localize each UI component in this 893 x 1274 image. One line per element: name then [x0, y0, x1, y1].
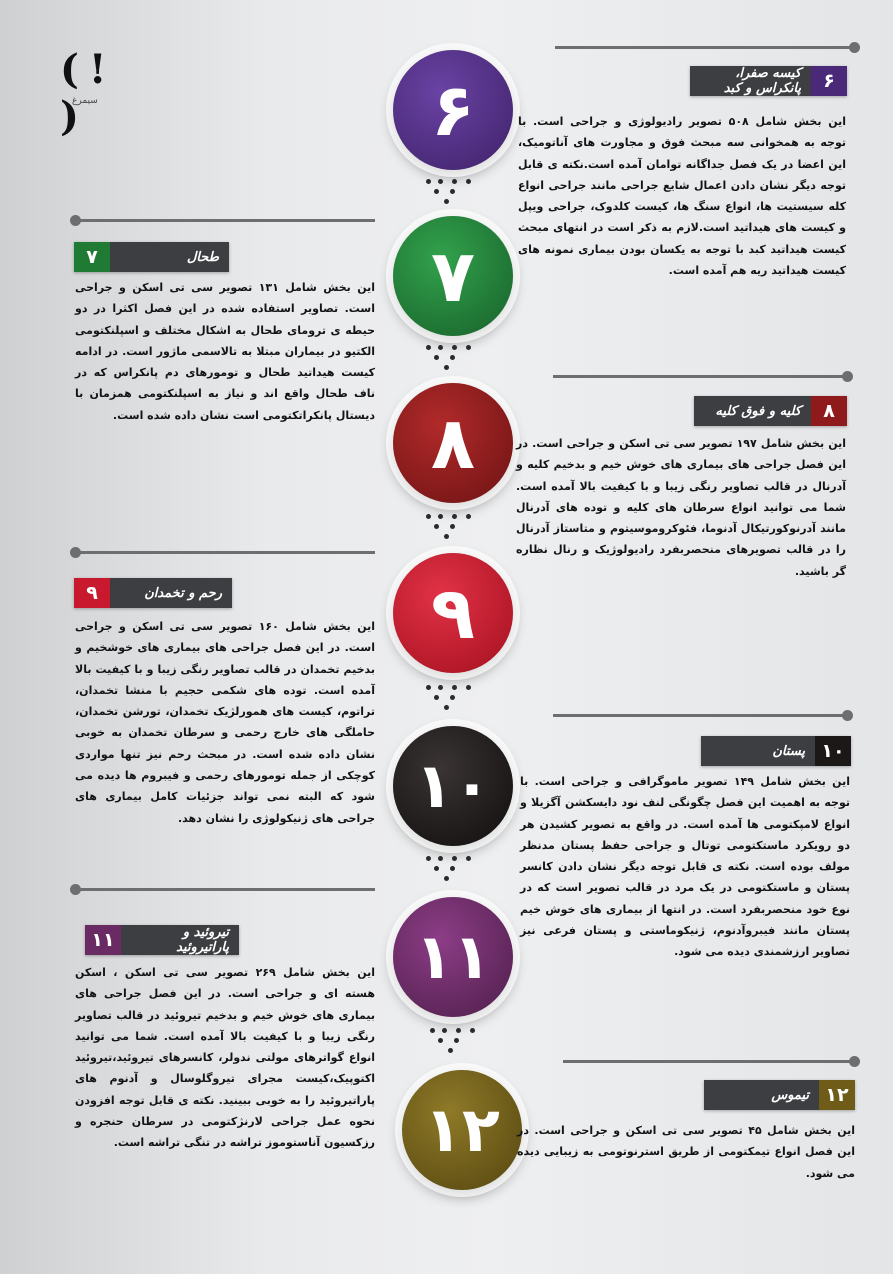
- chapter-6-description: این بخش شامل ۵۰۸ تصویر رادیولوژی و جراحی است. با توجه به همخوانی سه مبحث فوق و مجاورت های آناتومیک، این اعضا در یک فصل جداگانه توامان آمده است.نکته ی قابل توجه دیگر نشان دادن اعمال شایع جراحی مانند جراحی انواع کله سیستیت ها، انواع سنگ ها، کیست کلدوک، جراحی ویپل و کیست های هیداتید است.لازم به ذکر است در انتهای مبحث کیست هیداتید کبد با توجه به یکسان بودن بیماری نمونه های کیست هیداتید ریه هم آمده است.: [518, 115, 846, 278]
- chapter-8-description: این بخش شامل ۱۹۷ تصویر سی تی اسکن و جراحی است. در این فصل جراحی های بیماری های خوش خیم و بدخیم کلیه و آدرنال در قالب تصاویر رنگی زیبا و با کیفیت بالا آمده است. شما می توانید انواع سرطان های کلیه و توده های آدرنال مانند آدرنوکورتیکال آدنوما، فئوکروموسیتوم و متاستاز آدرنال را در قالب تصویرهای منحصربفرد رادیولوژیک و رنال نظاره گر باشید.: [516, 437, 847, 578]
- connector-dots: [424, 343, 484, 373]
- chapter-9-banner-number: ۹: [74, 578, 110, 608]
- divider-rule: [75, 219, 375, 222]
- chapter-10-title: پستان: [772, 743, 805, 759]
- chapter-6-banner-number: ۶: [811, 66, 847, 96]
- chapter-12-description: این بخش شامل ۴۵ تصویر سی تی اسکن و جراحی است. در این فصل انواع تیمکتومی از طریق استرنوتومی به زیبایی دیده می شود.: [517, 1124, 855, 1180]
- chapter-10-number-circle: ۱۰: [393, 726, 513, 846]
- divider-rule: [563, 1060, 855, 1063]
- chapter-7-banner-number: ۷: [74, 242, 110, 272]
- chapter-10-banner-number: ۱۰: [815, 736, 851, 766]
- chapter-6-banner: [690, 66, 847, 96]
- logo-label: سیمرغ: [72, 96, 98, 106]
- divider-rule: [555, 46, 855, 49]
- chapter-8-banner: [694, 396, 847, 426]
- chapter-11-banner-number: ۱۱: [85, 925, 121, 955]
- chapter-11-banner: [85, 925, 239, 955]
- chapter-8-title: کلیه و فوق کلیه: [715, 403, 801, 419]
- connector-dots: [428, 1026, 488, 1056]
- chapter-10-description: این بخش شامل ۱۴۹ تصویر ماموگرافی و جراحی است. با توجه به اهمیت این فصل چگونگی لنف نود دایسکشن آگزیلا و انواع لامپکتومی ها آمده است. در واقع به تصویر کشیدن هر دو رویکرد ماستکتومی توتال و جراحی حفظ پستان مدنظر مولف بوده است. نکته ی قابل توجه دیگر نشان دادن کانسر پستان و ماستکتومی در یک مرد در قالب تصویر است که در نوع خود منحصربفرد است. در انتها از بیماری های خوش خیم پستان مانند فیبروآدنوم، ژنیکوماستی و پستان فرعی نیز تصاویر ارزشمندی دیده می شود.: [520, 775, 850, 959]
- divider-rule: [75, 888, 375, 891]
- chapter-7-number-circle: ۷: [393, 216, 513, 336]
- chapter-7-banner: [74, 242, 229, 272]
- connector-dots: [424, 512, 484, 542]
- chapter-6-title: کیسه صفرا، پانکراس و کبد: [723, 66, 801, 96]
- chapter-9-banner: [74, 578, 232, 608]
- chapter-9-title: رحم و تخمدان: [144, 585, 222, 601]
- chapter-7-description: این بخش شامل ۱۳۱ تصویر سی تی اسکن و جراحی است. تصاویر استفاده شده در این فصل اکثرا در دو حیطه ی ترومای طحال به اشکال مختلف و اسپلنکتومی الکتیو در بیماران مبتلا به تالاسمی ماژور است. در ادامه کیست هیداتید طحال و تومورهای دم پانکراس که در ناف طحال واقع اند و نیاز به اسپلنکتومی همزمان با دیستال پانکراتکتومی است نشان داده شده است.: [75, 281, 375, 422]
- publisher-logo: [60, 40, 120, 140]
- chapter-12-banner-number: ۱۲: [819, 1080, 855, 1110]
- chapter-11-number-circle: ۱۱: [393, 897, 513, 1017]
- chapter-12-title: تیموس: [771, 1087, 809, 1103]
- chapter-9-number-circle: ۹: [393, 553, 513, 673]
- chapter-12-banner: [704, 1080, 855, 1110]
- chapter-12-number-circle: ۱۲: [402, 1070, 522, 1190]
- divider-rule: [553, 714, 848, 717]
- connector-dots: [424, 854, 484, 884]
- chapter-10-banner: [701, 736, 851, 766]
- connector-dots: [424, 177, 484, 207]
- chapter-6-number-circle: ۶: [393, 50, 513, 170]
- chapter-11-description: این بخش شامل ۲۶۹ تصویر سی تی اسکن ، اسکن هسته ای و جراحی است. در این فصل جراحی های بیماری های خوش خیم و بدخیم تیروئید در قالب تصاویر رنگی زیبا و با کیفیت بالا آمده است. شما می توانید انواع گواترهای مولتی ندولر، کانسرهای تیروئید،تیروئید اکتوپیک،کیست مجرای تیروگلوسال و آدنوم های پاراتیروئید را به خوبی ببینید. نکته ی قابل توجه افزودن نحوه عمل جراحی لارنژکتومی در سرطان حنجره و رزکسیون آناستوموز تراشه در تنگی تراشه است.: [75, 966, 375, 1150]
- divider-rule: [75, 551, 375, 554]
- chapter-8-banner-number: ۸: [811, 396, 847, 426]
- connector-dots: [424, 683, 484, 713]
- chapter-9-description: این بخش شامل ۱۶۰ تصویر سی تی اسکن و جراحی است. در این فصل جراحی های بیماری های خوشخیم و بدخیم تخمدان در قالب تصاویر رنگی زیبا و با کیفیت بالا آمده است. توده های شکمی حجیم با منشا تخمدان، تراتوم، کیست های همورلژیک تخمدان، تورشن تخمدان، حاملگی های خارج رحمی و سرطان تخمدان به خوبی نشان داده شده است. در مبحث رحم نیز تنها مواردی کوچکی از جمله تومورهای رحمی و فیبروم ها دیده می شود که البته نمی تواند جزئیات کامل بیماری های جراحی های ژنیکولوژی را نشان دهد.: [75, 620, 375, 825]
- divider-rule: [553, 375, 848, 378]
- chapter-8-number-circle: ۸: [393, 383, 513, 503]
- chapter-7-title: طحال: [186, 249, 219, 265]
- logo-mark: ( ! ): [60, 46, 105, 140]
- chapter-11-title: تیروئید و پاراتیروئید: [176, 925, 229, 955]
